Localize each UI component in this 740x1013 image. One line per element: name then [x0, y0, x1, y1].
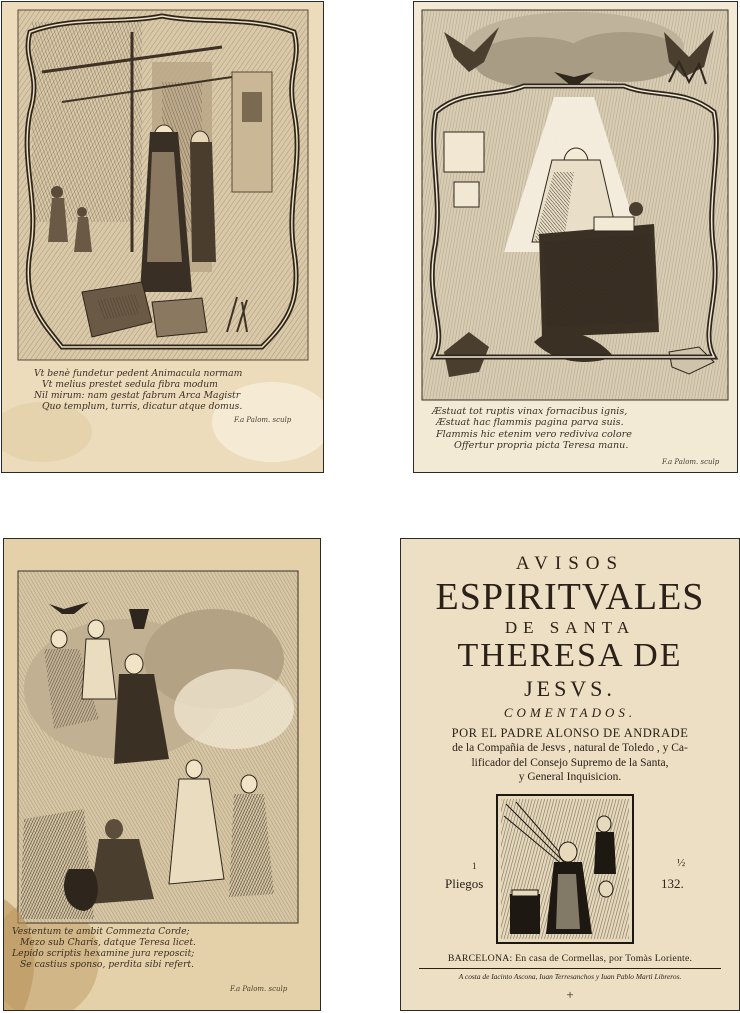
title-line-theresa-de: THERESA DE	[457, 637, 683, 674]
engraving-plate-builder-saint	[1, 1, 324, 473]
author-line: y General Inquisicion.	[518, 771, 622, 783]
title-page	[400, 538, 740, 1011]
plate1-verse-line: Nil mirum: nam gestat fabrum Arca Magistr	[34, 389, 241, 401]
plate3-verse-line: Mezo sub Charis, datque Teresa licet.	[20, 936, 196, 948]
imprint-rule	[419, 968, 721, 969]
plate1-verse-line: Vt benè fundetur pedent Animacula normam	[34, 368, 243, 379]
plate1-engraver-signature: F.a Palom. sculp	[234, 416, 292, 424]
title-line-comentados: COMENTADOS.	[503, 705, 637, 720]
plate2-verse-line: Æstuat tot ruptis vinax fornacibus ignis,	[432, 406, 628, 417]
author-line: lificador del Consejo Supremo de la Santa,	[471, 757, 669, 769]
plate2-verse-line: Æstuat hac flammis pagina parva suis.	[436, 417, 624, 429]
author-line: POR EL PADRE ALONSO DE ANDRADE	[451, 726, 689, 740]
pliegos-label: Pliegos	[445, 876, 484, 891]
engraving-plate-apotheosis	[3, 538, 321, 1011]
imprint-line: A costa de Iacinto Ascona, Iuan Terresanchos y Iuan Pablo Martì Libreros.	[458, 972, 682, 981]
woodcut-illustration	[496, 794, 634, 944]
imprint-line: BARCELONA: En casa de Cormellas, por Tomàs Loriente.	[447, 953, 693, 964]
plate2-engraver-signature: F.a Palom. sculp	[662, 458, 720, 466]
plate2-verses	[432, 406, 632, 451]
plate3-verse-line: Se castius sponso, perdita sibi refert.	[20, 958, 194, 970]
engraving-illustration	[414, 2, 737, 472]
title-line-jesvs: JESVS.	[524, 676, 616, 701]
plate3-verse-line: Lepido scriptis hexamine jura reposcit;	[12, 947, 195, 959]
cross-mark: +	[566, 987, 574, 1002]
plate1-verse-line: Vt melius prestet sedula fibra modum	[42, 378, 218, 390]
engraving-plate-writing-saint	[413, 1, 738, 473]
pliegos-value: 132.	[661, 876, 684, 891]
plate1-verse-line: Quo templum, turris, dicatur atque domus.	[42, 400, 243, 412]
plate1-verses	[34, 369, 242, 412]
plate3-verse-line: Vestentum te ambit Commezta Corde;	[12, 926, 190, 937]
title-line-espiritvales: ESPIRITVALES	[435, 576, 705, 618]
plate2-verse-line: Offertur propria picta Teresa manu.	[454, 439, 629, 451]
pliegos-fraction: ½	[677, 857, 686, 869]
plate2-verse-line: Flammis hic etenim vero rediviva colore	[436, 428, 632, 440]
title-line-avisos: AVISOS	[515, 553, 625, 574]
author-line: de la Compañia de Jesvs , natural de Toledo , y Ca-	[452, 742, 688, 754]
title-line-de-santa: DE SANTA	[504, 618, 636, 637]
pliegos-mark: 1	[472, 861, 477, 871]
plate3-verses	[12, 927, 196, 970]
plate3-engraver-signature: F.a Palom. sculp	[230, 985, 288, 993]
